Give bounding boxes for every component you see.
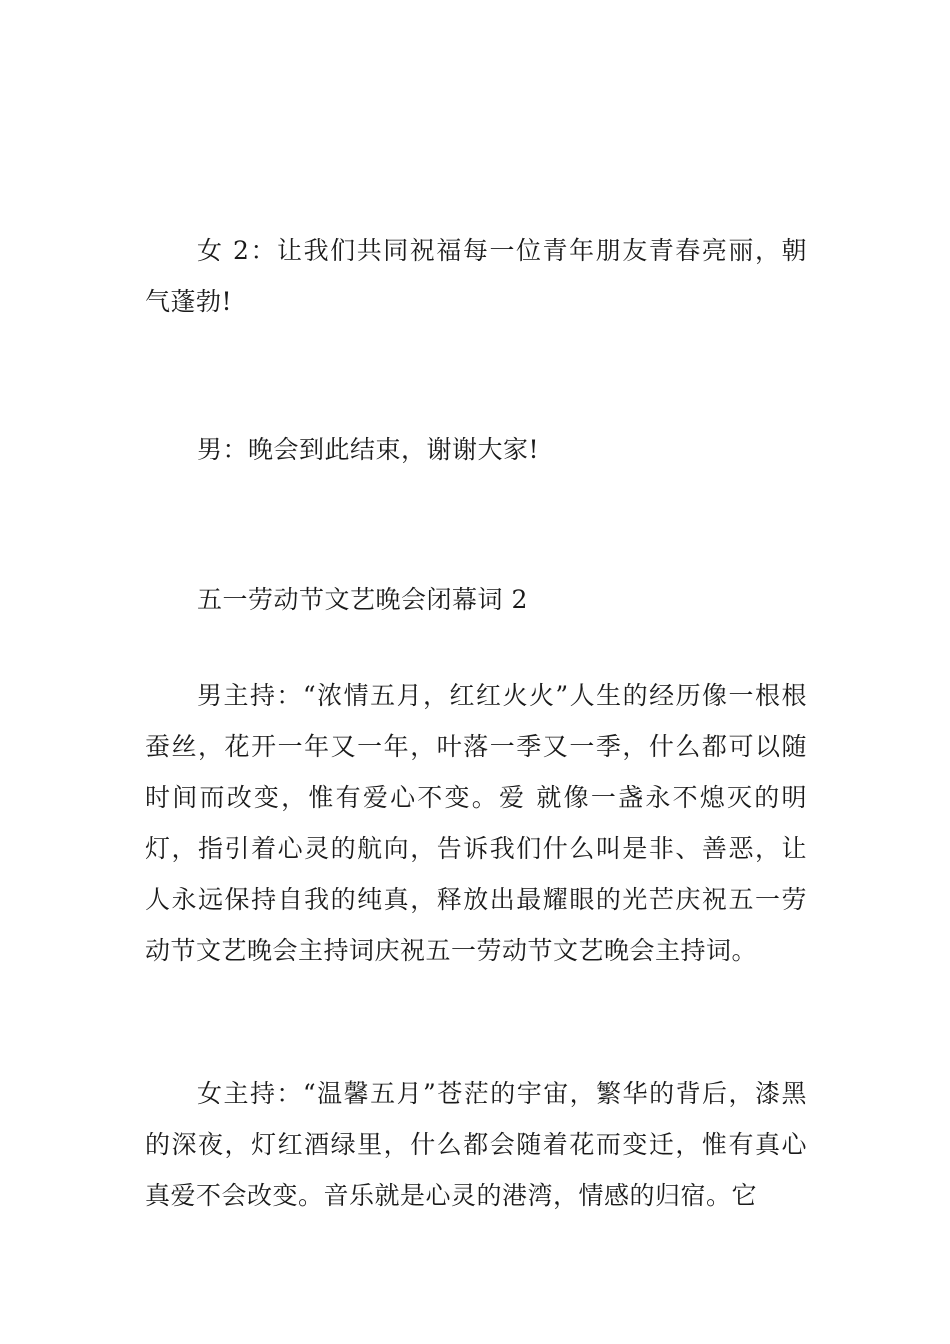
paragraph-female-host: 女主持：“温馨五月”苍茫的宇宙，繁华的背后，漆黑的深夜，灯红酒绿里，什么都会随着花而变迁，惟有真心真爱不会改变。音乐就是心灵的港湾，情感的归宿。它 xyxy=(145,1079,807,1210)
paragraph-closing-wish: 女 2：让我们共同祝福每一位青年朋友青春亮丽，朝气蓬勃! xyxy=(145,236,807,316)
paragraph-closing-thanks: 男：晚会到此结束，谢谢大家! xyxy=(197,435,540,464)
paragraph-male-host: 男主持：“浓情五月，红红火火”人生的经历像一根根蚕丝，花开一年又一年，叶落一季又一季，什么都可以随时间而改变，惟有爱心不变。爱 就像一盏永不熄灭的明灯，指引着心灵的航向，告诉我们什么叫是非、善恶，让人永远保持自我的纯真，释放出最耀眼的光芒庆祝五一劳动节文艺晚会主持词庆祝五一劳动节文艺晚会主持词。 xyxy=(145,681,807,965)
section-heading: 五一劳动节文艺晚会闭幕词 2 xyxy=(197,585,528,614)
